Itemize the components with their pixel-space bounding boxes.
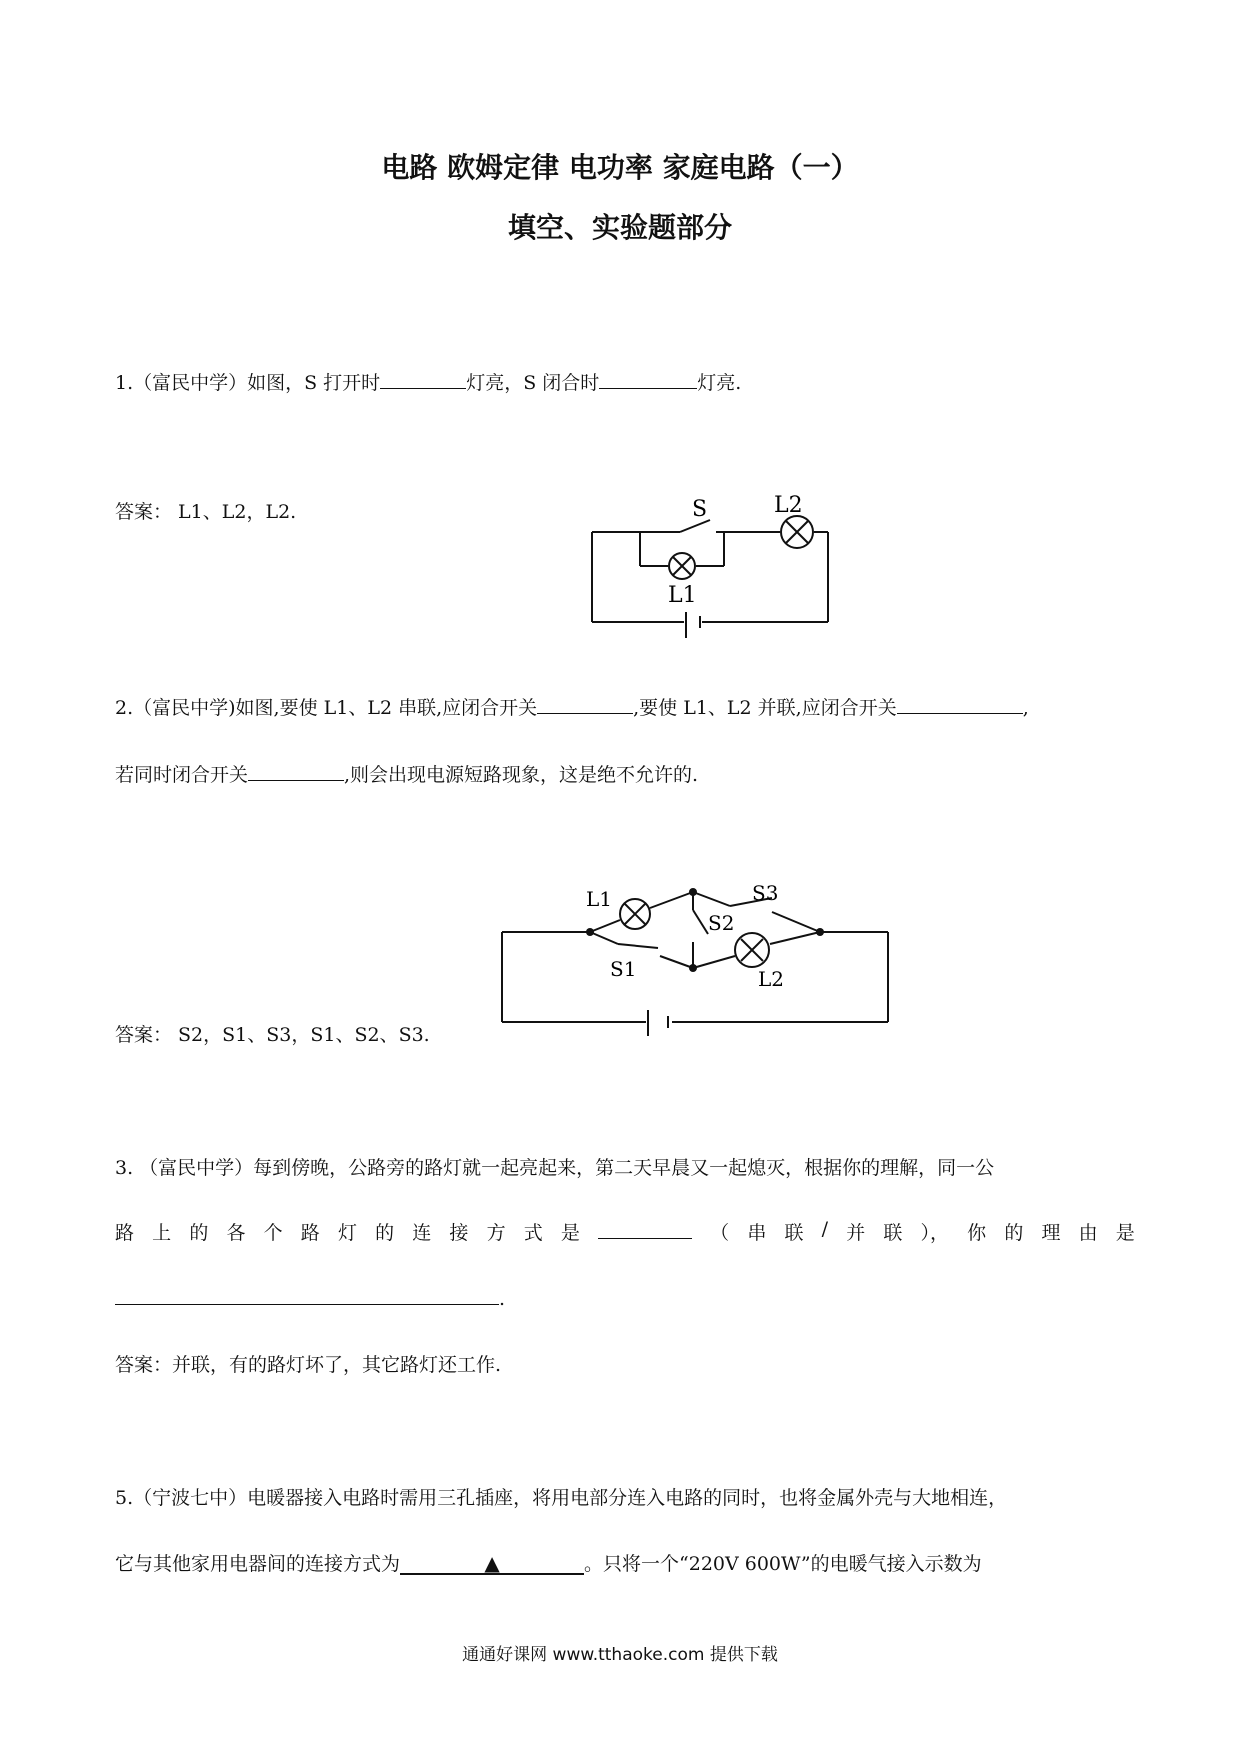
- question-3-line-3: [115, 1284, 505, 1310]
- q2-line2-suffix: ,则会出现电源短路现象，这是绝不允许的.: [344, 764, 699, 786]
- q3-char: 的: [375, 1222, 395, 1244]
- q1-blank-2: [599, 368, 697, 389]
- fig2-label-s2: S2: [708, 911, 735, 935]
- q3-char: 你: [967, 1222, 987, 1244]
- q3-char: 是: [1115, 1222, 1135, 1244]
- q2-line2-prefix: 若同时闭合开关: [115, 764, 249, 786]
- q3-char: 各: [226, 1222, 246, 1244]
- q3-char: 的: [189, 1222, 209, 1244]
- q3-char: 是: [560, 1222, 580, 1244]
- question-5-line-1: 5.（宁波七中）电暖器接入电路时需用三孔插座，将用电部分连入电路的同时，也将金属外壳与大地相连，: [115, 1487, 1008, 1509]
- q1-blank-1: [380, 368, 466, 389]
- fig2-label-s3: S3: [752, 881, 779, 905]
- q3-answer: 答案：并联，有的路灯坏了，其它路灯还工作.: [115, 1354, 502, 1376]
- q3-char: 由: [1078, 1222, 1098, 1244]
- q1-answer: 答案： L1、L2，L2.: [115, 501, 297, 523]
- question-5-line-2: [115, 1549, 982, 1576]
- q2-answer: 答案： S2，S1、S3，S1、S2、S3.: [115, 1024, 430, 1046]
- q2-blank-2: [897, 693, 1023, 714]
- question-3-line-1: 3. （富民中学）每到傍晚，公路旁的路灯就一起亮起来，第二天早晨又一起熄灭，根据你的理解，同一公: [115, 1157, 995, 1179]
- fig1-label-l1: L1: [668, 583, 697, 608]
- page-title: 电路 欧姆定律 电功率 家庭电路（一）: [381, 151, 859, 184]
- q3-char: 理: [1041, 1222, 1061, 1244]
- q2-line1-prefix: 2.（富民中学)如图,要使 L1、L2 串联,应闭合开关: [115, 697, 538, 719]
- fig2-label-l1: L1: [586, 887, 613, 911]
- fig1-label-s: S: [692, 497, 708, 522]
- q3-char: ），: [920, 1222, 950, 1244]
- lamp-l2-icon: [735, 933, 769, 967]
- circuit-diagram-2: [490, 870, 900, 1040]
- question-2-line-2: [115, 760, 698, 787]
- q3-char: 并: [846, 1222, 866, 1244]
- q5-line2-suffix: 。只将一个“220V 600W”的电暖气接入示数为: [584, 1553, 982, 1575]
- q2-blank-3: [248, 760, 344, 781]
- q1-mid: 灯亮，S 闭合时: [466, 372, 600, 394]
- page-subtitle: 填空、实验题部分: [507, 211, 732, 244]
- circuit-diagram-1: [580, 490, 840, 650]
- q1-prefix: 1.（富民中学）如图，S 打开时: [115, 372, 381, 394]
- q2-blank-1: [537, 693, 633, 714]
- fig2-label-l2: L2: [758, 967, 785, 991]
- lamp-l1-icon: [620, 899, 650, 929]
- lamp-l1-icon: [669, 553, 695, 579]
- q3-char: 串: [747, 1222, 767, 1244]
- q5-line2-prefix: 它与其他家用电器间的连接方式为: [115, 1553, 401, 1575]
- q5-answer-blank: [400, 1551, 584, 1575]
- q3-char: 个: [263, 1222, 283, 1244]
- fig2-label-s1: S1: [610, 957, 637, 981]
- page-footer: 通通好课网 www.tthaoke.com 提供下载: [462, 1645, 778, 1665]
- q3-char: 上: [152, 1222, 172, 1244]
- q3-char: 接: [449, 1222, 469, 1244]
- q3-char: 的: [1004, 1222, 1024, 1244]
- q3-char: 联: [883, 1222, 903, 1244]
- q3-blank-2: [115, 1284, 499, 1305]
- question-1: [115, 368, 741, 395]
- q3-char: 路: [115, 1222, 135, 1244]
- fig1-label-l2: L2: [774, 493, 803, 518]
- q1-suffix: 灯亮.: [697, 372, 742, 394]
- lamp-l2-icon: [781, 516, 813, 548]
- q3-char: 联: [784, 1222, 804, 1244]
- q3-char: 连: [412, 1222, 432, 1244]
- q3-line3-suffix: .: [499, 1288, 506, 1310]
- q2-line1-suffix: ,: [1022, 697, 1029, 719]
- q3-char: 式: [523, 1222, 543, 1244]
- q3-char: /: [821, 1218, 829, 1240]
- triangle-mark-icon: ▲: [484, 1551, 500, 1575]
- question-3-line-2: [115, 1218, 1135, 1245]
- q3-blank-1: [598, 1218, 692, 1239]
- q3-char: 方: [486, 1222, 506, 1244]
- question-2-line-1: [115, 693, 1029, 720]
- q3-char: 路: [300, 1222, 320, 1244]
- q3-char: （: [710, 1222, 730, 1244]
- q2-line1-mid: ,要使 L1、L2 并联,应闭合开关: [633, 697, 897, 719]
- q3-char: 灯: [337, 1222, 357, 1244]
